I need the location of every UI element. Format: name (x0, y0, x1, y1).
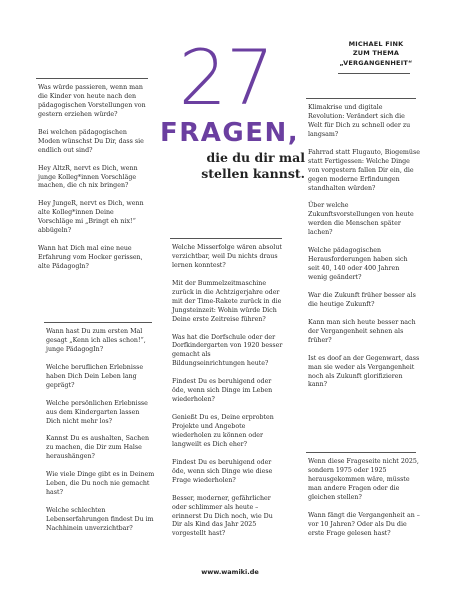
question: Welche Misserfolge wären absolut verzichtbar, weil Du nichts draus lernen konntest? (172, 244, 282, 269)
question: Welche beruflichen Erlebnisse haben Dich Dein Leben lang geprägt? (46, 363, 144, 389)
question: Hey AltzR, nervt es Dich, wenn junge Kolleg*innen Vorschläge machen, die ch nix bringen? (38, 164, 138, 190)
question: Welche schlechten Lebenserfahrungen findest Du im Nachhinein unverzichtbar? (46, 507, 154, 532)
question: Welche persönlichen Erlebnisse aus dem Kindergarten lassen Dich nicht mehr los? (46, 399, 148, 425)
question: Findest Du es beruhigend oder öde, wenn sich Dinge im Leben wiederholen? (172, 378, 273, 404)
questions-left-bottom (46, 328, 156, 543)
headline-title: FRAGEN, (160, 118, 300, 148)
question: Welche pädagogischen Herausforderungen haben sich seit 40, 140 oder 400 Jahren wenig geändert? (308, 247, 408, 281)
questions-middle (172, 244, 284, 548)
footer-url: www.wamiki.de (201, 568, 259, 576)
headline-number: 27 (178, 33, 274, 122)
question: Wann hat Dich mal eine neue Erfahrung vom Hocker gerissen, alte Pädagogln? (38, 245, 143, 270)
question: Fahrrad statt Flugauto, Biogemüse statt Fertigessen: Welche Dinge von vorgestern fallen Dir ein, die gegen moderne Erfindungen standhalten würden? (308, 148, 420, 192)
rule-middle (170, 238, 282, 239)
question: Besser, moderner, gefährlicher oder schlimmer als heute – erinnerst Du Dich noch, wie Du Dir als Kind das Jahr 2025 vorgestellt hast? (172, 494, 273, 538)
question: Wann fängt die Vergangenheit an – vor 10 Jahren? Oder als Du die erste Frage gelesen hast? (308, 511, 420, 537)
subtitle-line-1: die du dir mal (206, 150, 305, 165)
question: Findest Du es beruhigend oder öde, wenn sich Dinge wie diese Frage wiederholen? (172, 458, 273, 484)
questions-right-top (308, 104, 420, 399)
author-block (330, 40, 422, 68)
rule-left-top (36, 78, 148, 79)
question: Genießt Du es, Deine erprobten Projekte und Angebote wiederholen zu können oder langweilt es Dich eher? (172, 414, 274, 448)
question: Was würde passieren, wenn man die Kinder von heute nach den pädagogischen Vorstellungen von gestern erziehen würde? (38, 84, 146, 118)
author-rule (338, 73, 410, 74)
question: Bei welchen pädagogischen Moden wünschst Du Dir, dass sie endlich out sind? (38, 128, 144, 154)
theme-name: „VERGANGENHEIT“ (339, 58, 413, 67)
rule-left-bottom (44, 322, 152, 323)
question: Kann man sich heute besser nach der Vergangenheit sehnen als früher? (308, 318, 416, 344)
question: Mit der Bummelzeitmaschine zurück in die Achtzigerjahre oder mit der Time-Rakete zurück in die Jungsteinzeit: Wohin würde Dich Deine erste Zeitreise führen? (172, 279, 282, 323)
headline-subtitle (170, 150, 305, 182)
question: Hey JungeR, nervt es Dich, wenn alte Kolleg*innen Deine Vorschläge mi „Bringt eh nix!“ abbügeln? (38, 200, 144, 235)
question: Wann hast Du zum ersten Mal gesagt „Kenn ich alles schon!“, junge PädagogIn? (46, 328, 146, 353)
question: Wie viele Dinge gibt es in Deinem Leben, die Du noch nie gemacht hast? (46, 471, 155, 497)
question: Was hat die Dorfschule oder der Dorfkindergarten von 1920 besser gemacht als Bildungseinrichtungen heute? (172, 333, 283, 368)
rule-right-bottom (306, 452, 416, 453)
question: Kannst Du es aushalten, Sachen zu machen, die Dir zum Halse heraushängen? (46, 435, 150, 461)
rule-right-top (306, 98, 416, 99)
questions-left-top (38, 84, 150, 281)
question: War die Zukunft früher besser als die heutige Zukunft? (308, 291, 416, 308)
question: Ist es doof an der Gegenwart, dass man sie weder als Vergangenheit noch als Zukunft glorifizieren kann? (308, 354, 420, 389)
author-name: MICHAEL FINK (348, 40, 404, 48)
subtitle-line-2: stellen kannst. (201, 166, 305, 181)
question: Klimakrise und digitale Revolution: Verändert sich die Welt für Dich zu schnell oder zu langsam? (308, 104, 411, 138)
question: Über welche Zukunftsvorstellungen von heute werden die Menschen später lachen? (308, 202, 414, 237)
question: Wenn diese Frageseite nicht 2025, sondern 1975 oder 1925 herausgekommen wäre, müsste man andere Fragen oder die gleichen stellen? (308, 458, 419, 501)
questions-right-bottom (308, 458, 420, 548)
theme-line: ZUM THEMA (352, 49, 400, 58)
